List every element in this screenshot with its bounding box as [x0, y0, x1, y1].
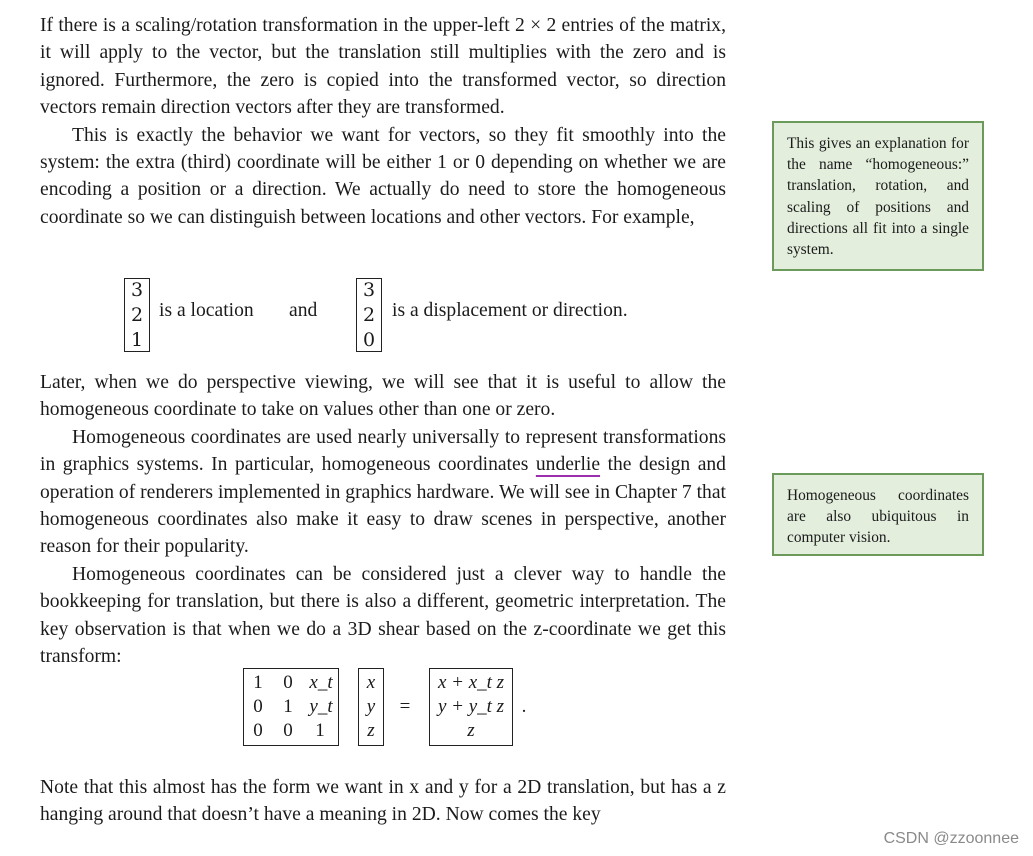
paragraph-4-text: Homogeneous coordinates are used nearly universally to represent transformations in graphics systems. In particular, homogeneous coordinates: [40, 426, 726, 476]
paragraph-6: Note that this almost has the form we want in x and y for a 2D translation, but has a z hanging around that doesn’t have a meaning in 2D. Now comes the key: [40, 776, 726, 825]
paragraph-1: If there is a scaling/rotation transformation in the upper-left 2 × 2 entries of the matrix, it will apply to the vector, but the translation still multiplies with the zero and is ignored. Furthermore, the zero is copied into the transformed vector, so direction vectors remain direction vectors after they are transformed.: [40, 15, 726, 119]
margin-note-computer-vision: Homogeneous coordinates are also ubiquitous in computer vision.: [772, 473, 984, 556]
matrix-entry: 1: [315, 720, 325, 741]
margin-note-homogeneous: This gives an explanation for the name “homogeneous:” translation, rotation, and scaling of positions and directions all fit into a single system.: [772, 121, 984, 271]
matrix-entry: 1: [253, 672, 263, 693]
equation-period: .: [521, 696, 527, 717]
example-vectors: [40, 278, 726, 354]
result-vector: [429, 668, 513, 746]
paragraph-3: Later, when we do perspective viewing, we will see that it is useful to allow the homogeneous coordinate to take on values other than one or zero.: [40, 372, 726, 421]
equals-sign: =: [399, 696, 411, 717]
result-entry: z: [467, 720, 475, 741]
vector-entry: 2: [362, 304, 376, 326]
result-entry: x + x_t z: [437, 672, 505, 693]
watermark: CSDN @zzoonnee: [883, 830, 1019, 847]
paragraph-2: This is exactly the behavior we want for vectors, so they fit smoothly into the system: the extra (third) coordinate will be either 1 or 0 depending on whether we are encoding a position or a direction. We actually do need to store the homogeneous coordinate so we can distinguish between locations and other vectors. For example,: [40, 124, 726, 228]
matrix-entry: 0: [283, 720, 293, 741]
matrix-entry: 1: [283, 696, 293, 717]
location-label: is a location: [159, 300, 254, 321]
matrix-entry: x_t: [309, 672, 333, 693]
main-text-3: [40, 754, 726, 848]
vector-entry: 3: [362, 279, 376, 301]
main-text: [40, 12, 726, 231]
vector-entry: z: [367, 720, 375, 741]
vector-entry: y: [366, 696, 376, 717]
matrix-entry: 0: [283, 672, 293, 693]
paragraph-5: Homogeneous coordinates can be considered just a clever way to handle the bookkeeping for translation, but there is also a different, geometric interpretation. The key observation is that when we do a 3D shear based on the z-coordinate we get this transform:: [40, 563, 726, 668]
vector-entry: 1: [130, 329, 144, 351]
direction-label: is a displacement or direction.: [392, 300, 628, 321]
main-text-2: [40, 369, 726, 670]
input-vector: [358, 668, 384, 746]
shear-equation: [241, 668, 541, 748]
underlined-word: underlie: [535, 454, 601, 476]
vector-entry: x: [366, 672, 376, 693]
shear-matrix: [243, 668, 339, 746]
direction-vector: [356, 278, 382, 352]
vector-entry: 0: [362, 329, 376, 351]
paragraph-4-text: the design and operation of renderers implemented in graphics hardware. We will see in Chapter 7 that homogeneous coordinates also make it easy to draw scenes in perspective, another reason for their popularity.: [40, 454, 726, 558]
vector-entry: 3: [130, 279, 144, 301]
vector-entry: 2: [130, 304, 144, 326]
matrix-entry: y_t: [309, 696, 333, 717]
result-entry: y + y_t z: [437, 696, 505, 717]
paragraph-4: [40, 424, 726, 561]
matrix-entry: 0: [253, 720, 263, 741]
location-vector: [124, 278, 150, 352]
matrix-entry: 0: [253, 696, 263, 717]
and-label: and: [289, 300, 318, 321]
